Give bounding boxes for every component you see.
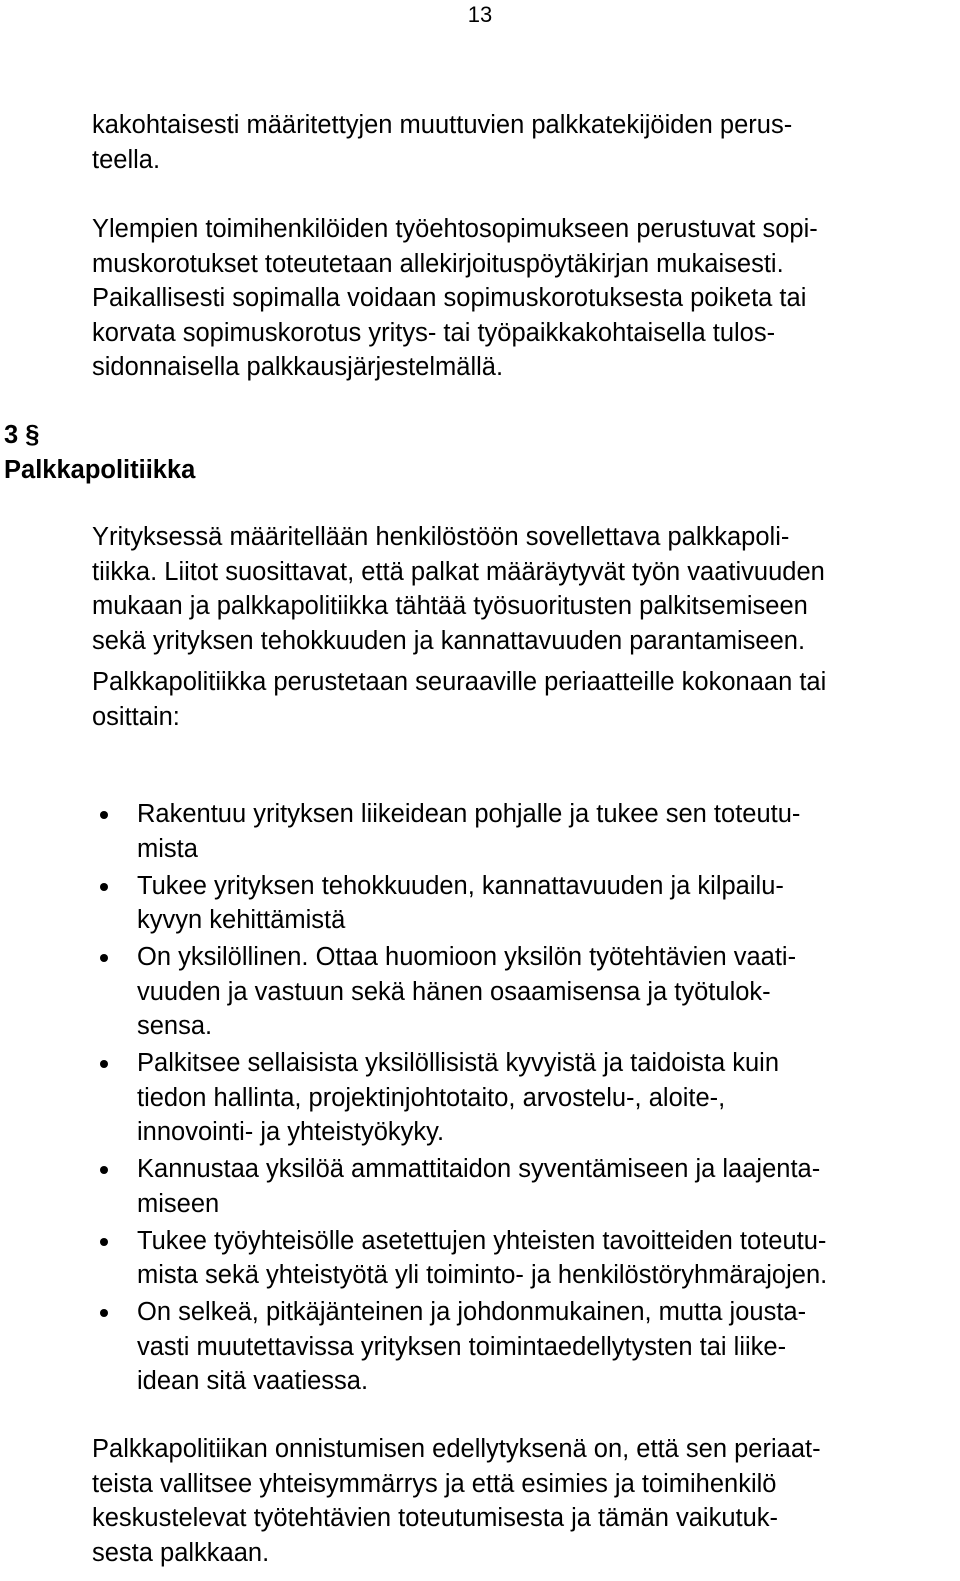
paragraph-intro-continuation xyxy=(92,108,792,177)
text-line: Rakentuu yrityksen liikeidean pohjalle ja tukee sen toteutu- xyxy=(137,800,801,828)
text-line: sekä yrityksen tehokkuuden ja kannattavuuden parantamiseen. xyxy=(92,626,806,655)
text-line: osittain: xyxy=(92,702,180,731)
text-line: vuuden ja vastuun sekä hänen osaamisensa ja työtulok- xyxy=(137,977,771,1006)
section-number: 3 § xyxy=(4,421,40,449)
text-line: tiikka. Liitot suosittavat, että palkat määräytyvät työn vaativuuden xyxy=(92,557,825,586)
text-line: On yksilöllinen. Ottaa huomioon yksilön työtehtävien vaati- xyxy=(137,943,797,971)
bullet-icon xyxy=(100,811,108,819)
list-item xyxy=(92,1224,827,1293)
text-line: Palkitsee sellaisista yksilöllisistä kyvyistä ja taidoista kuin xyxy=(137,1049,779,1077)
text-line: Palkkapolitiikan onnistumisen edellytyksenä on, että sen periaat- xyxy=(92,1435,821,1463)
list-item xyxy=(92,797,827,866)
list-item xyxy=(92,1046,827,1150)
paragraph-contract-raises xyxy=(92,212,818,385)
text-line: Paikallisesti sopimalla voidaan sopimuskorotuksesta poiketa tai xyxy=(92,284,807,312)
bullet-icon xyxy=(100,1238,108,1246)
text-line: sidonnaisella palkkausjärjestelmällä. xyxy=(92,353,504,381)
text-line: muskorotukset toteutetaan allekirjoituspöytäkirjan mukaisesti. xyxy=(92,249,784,278)
section-heading xyxy=(4,418,195,487)
text-line: mista xyxy=(137,834,198,863)
paragraph-closing xyxy=(92,1432,821,1570)
text-line: Tukee yrityksen tehokkuuden, kannattavuuden ja kilpailu- xyxy=(137,871,784,900)
text-line: kakohtaisesti määritettyjen muuttuvien palkkatekijöiden perus- xyxy=(92,111,793,139)
text-line: Kannustaa yksilöä ammattitaidon syventämiseen ja laajenta- xyxy=(137,1155,821,1183)
bullet-icon xyxy=(100,1166,108,1174)
text-line: sesta palkkaan. xyxy=(92,1538,270,1567)
bullet-icon xyxy=(100,1309,108,1317)
text-line: teista vallitsee yhteisymmärrys ja että esimies ja toimihenkilö xyxy=(92,1469,777,1498)
text-line: keskustelevat työtehtävien toteutumisesta ja tämän vaikutuk- xyxy=(92,1504,779,1532)
page-number: 13 xyxy=(467,2,493,27)
list-item xyxy=(92,1152,827,1221)
section-title: Palkkapolitiikka xyxy=(4,455,196,484)
text-line: kyvyn kehittämistä xyxy=(137,906,346,934)
principles-list xyxy=(92,797,827,1401)
text-line: idean sitä vaatiessa. xyxy=(137,1367,369,1395)
text-line: teella. xyxy=(92,145,161,174)
text-line: Tukee työyhteisölle asetettujen yhteisten tavoitteiden toteutu- xyxy=(137,1226,827,1255)
text-line: sensa. xyxy=(137,1012,213,1040)
text-line: Yrityksessä määritellään henkilöstöön sovellettava palkkapoli- xyxy=(92,523,790,551)
list-item xyxy=(92,869,827,938)
text-line: tiedon hallinta, projektinjohtotaito, arvostelu-, aloite-, xyxy=(137,1083,726,1112)
text-line: Ylempien toimihenkilöiden työehtosopimukseen perustuvat sopi- xyxy=(92,215,818,243)
text-line: Palkkapolitiikka perustetaan seuraaville periaatteille kokonaan tai xyxy=(92,668,827,696)
bullet-icon xyxy=(100,883,108,891)
text-line: mista sekä yhteistyötä yli toiminto- ja henkilöstöryhmärajojen. xyxy=(137,1261,828,1289)
list-item xyxy=(92,940,827,1044)
paragraph-principles-intro xyxy=(92,665,826,734)
text-line: innovointi- ja yhteistyökyky. xyxy=(137,1118,445,1146)
paragraph-pay-policy-definition xyxy=(92,520,825,658)
text-line: vasti muutettavissa yrityksen toimintaedellytysten tai liike- xyxy=(137,1332,787,1361)
text-line: On selkeä, pitkäjänteinen ja johdonmukainen, mutta jousta- xyxy=(137,1298,807,1326)
text-line: mukaan ja palkkapolitiikka tähtää työsuoritusten palkitsemiseen xyxy=(92,592,808,620)
list-item xyxy=(92,1295,827,1399)
bullet-icon xyxy=(100,954,108,962)
text-line: korvata sopimuskorotus yritys- tai työpaikkakohtaisella tulos- xyxy=(92,318,776,347)
bullet-icon xyxy=(100,1060,108,1068)
text-line: miseen xyxy=(137,1189,220,1218)
